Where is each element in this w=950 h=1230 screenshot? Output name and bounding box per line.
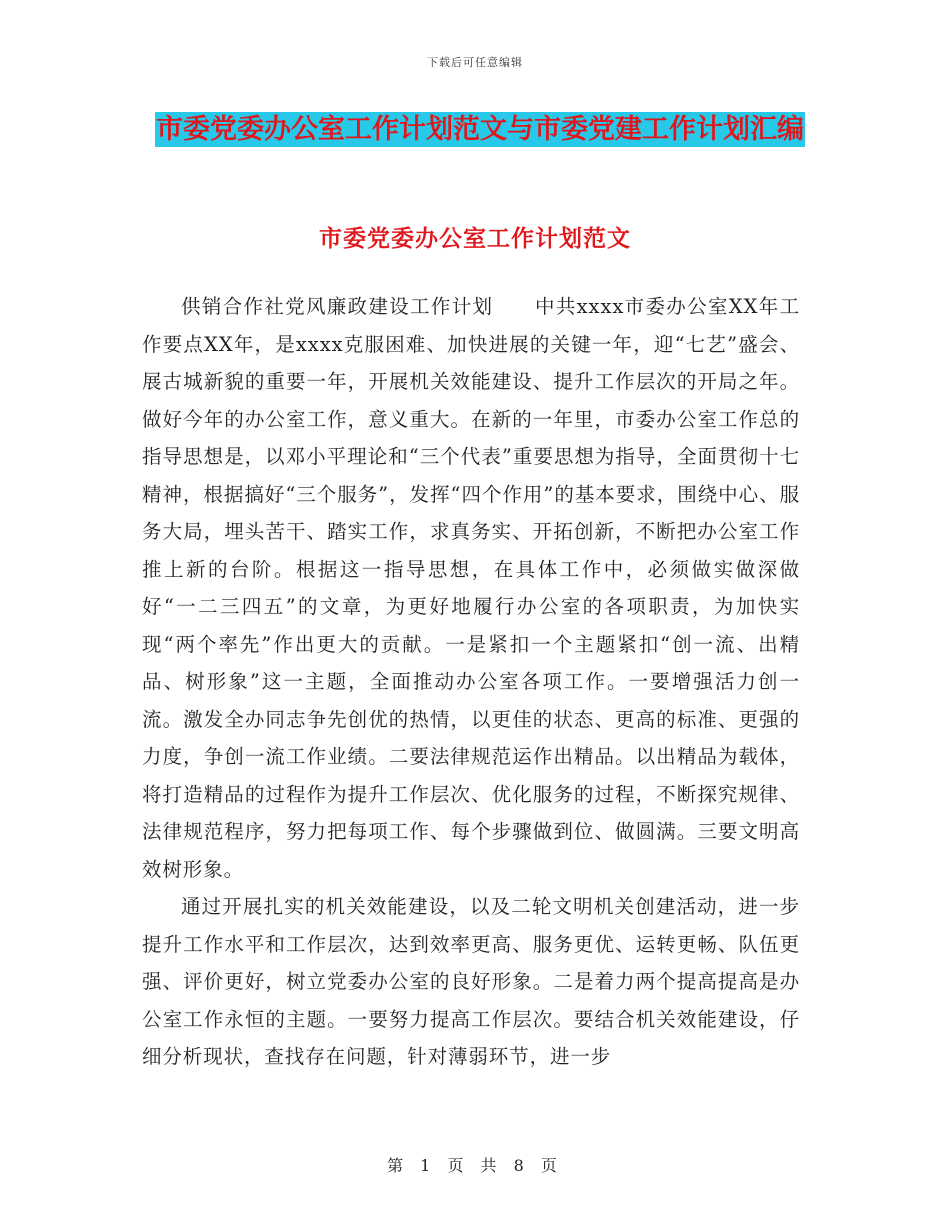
body-text [142,288,800,1076]
paragraph-2: 通过开展扎实的机关效能建设，以及二轮文明机关创建活动，进一步提升工作水平和工作层次，达到效率更高、服务更优、运转更畅、队伍更强、评价更好，树立党委办公室的良好形象。二是着力两个提高提高是办公室工作永恒的主题。一要努力提高工作层次。要结合机关效能建设，仔细分析现状，查找存在问题，针对薄弱环节，进一步 [142,895,800,1068]
document-title [150,104,810,156]
page-footer: 第 1 页 共 8 页 [387,1156,563,1175]
document-title-text: 市委党委办公室工作计划范文与市委党建工作计划汇编 [156,114,804,145]
header-note: 下载后可任意编辑 [427,56,523,69]
paragraph-1: 供销合作社党风廉政建设工作计划 中共xxxx市委办公室XX年工作要点XX年，是xxxx克服困难、加快进展的关键一年，迎“七艺”盛会、展古城新貌的重要一年，开展机关效能建设、提升工作层次的开局之年。做好今年的办公室工作，意义重大。在新的一年里，市委办公室工作总的指导思想是，以邓小平理论和“三个代表”重要思想为指导，全面贯彻十七精神，根据搞好“三个服务”，发挥“四个作用”的基本要求，围绕中心、服务大局，埋头苦干、踏实工作，求真务实、开拓创新，不断把办公室工作推上新的台阶。根据这一指导思想，在具体工作中，必须做实做深做好“一二三四五”的文章，为更好地履行办公室的各项职责，为加快实现“两个率先”作出更大的贡献。一是紧扣一个主题紧扣“创一流、出精品、树形象”这一主题，全面推动办公室各项工作。一要增强活力创一流。激发全办同志争先创优的热情，以更佳的状态、更高的标准、更强的力度，争创一流工作业绩。二要法律规范运作出精品。以出精品为载体，将打造精品的过程作为提升工作层次、优化服务的过程，不断探究规律、法律规范程序，努力把每项工作、每个步骤做到位、做圆满。三要文明高效树形象。 [142,295,800,881]
section-title: 市委党委办公室工作计划范文 [319,225,631,252]
